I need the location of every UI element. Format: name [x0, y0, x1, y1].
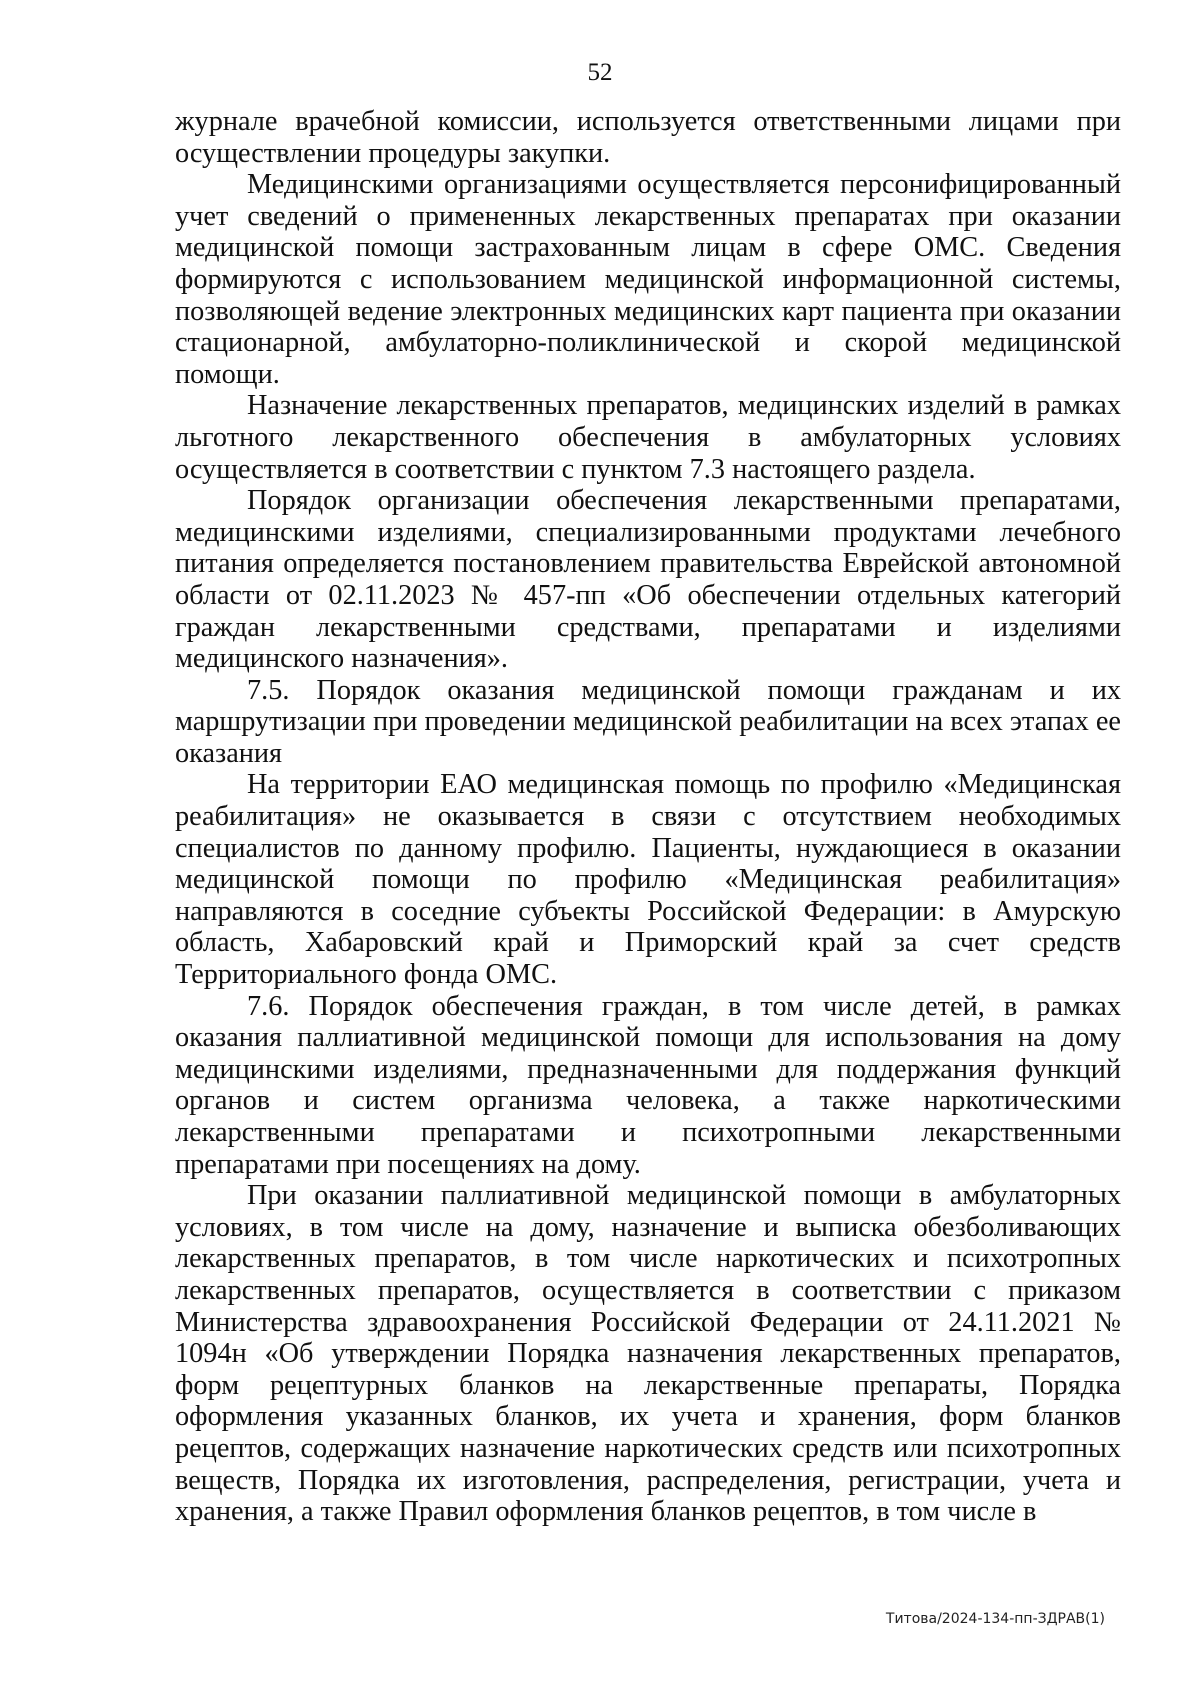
- document-footer-code: Титова/2024-134-пп-ЗДРАВ(1): [885, 1611, 1105, 1627]
- paragraph-personalized-accounting: Медицинскими организациями осуществляется персонифицированный учет сведений о примененных лекарственных препаратах при оказании медицинской помощи застрахованным лицам в сфере ОМС. Сведения формируются с использованием медицинской информационной системы, позволяющей ведение электронных медицинских карт пациента при оказании стационарной, амбулаторно-поликлинической и скорой медицинской помощи.: [175, 169, 1121, 390]
- paragraph-provision-order: Порядок организации обеспечения лекарственными препаратами, медицинскими изделиями, специализированными продуктами лечебного питания определяется постановлением правительства Еврейской автономной области от 02.11.2023 № 457-пп «Об обеспечении отдельных категорий граждан лекарственными средствами, препаратами и изделиями медицинского назначения».: [175, 485, 1121, 675]
- section-heading-7-6: 7.6. Порядок обеспечения граждан, в том числе детей, в рамках оказания паллиативной медицинской помощи для использования на дому медицинскими изделиями, предназначенными для поддержания функций органов и систем организма человека, а также наркотическими лекарственными препаратами и психотропными лекарственными препаратами при посещениях на дому.: [175, 990, 1121, 1180]
- paragraph-palliative-care: При оказании паллиативной медицинской помощи в амбулаторных условиях, в том числе на дому, назначение и выписка обезболивающих лекарственных препаратов, в том числе наркотических и психотропных лекарственных препаратов, осуществляется в соответствии с приказом Министерства здравоохранения Российской Федерации от 24.11.2021 № 1094н «Об утверждении Порядка назначения лекарственных препаратов, форм рецептурных бланков на лекарственные препараты, Порядка оформления указанных бланков, их учета и хранения, форм бланков рецептов, содержащих назначение наркотических средств или психотропных веществ, Порядка их изготовления, распределения, регистрации, учета и хранения, а также Правил оформления бланков рецептов, в том числе в: [175, 1180, 1121, 1528]
- page-number: 52: [587, 59, 613, 86]
- paragraph-prescription: Назначение лекарственных препаратов, медицинских изделий в рамках льготного лекарственного обеспечения в амбулаторных условиях осуществляется в соответствии с пунктом 7.3 настоящего раздела.: [175, 390, 1121, 485]
- section-heading-7-5: 7.5. Порядок оказания медицинской помощи гражданам и их маршрутизации при проведении медицинской реабилитации на всех этапах ее оказания: [175, 674, 1121, 769]
- document-body: [175, 106, 1121, 1528]
- paragraph-rehabilitation: На территории ЕАО медицинская помощь по профилю «Медицинская реабилитация» не оказывается в связи с отсутствием необходимых специалистов по данному профилю. Пациенты, нуждающиеся в оказании медицинской помощи по профилю «Медицинская реабилитация» направляются в соседние субъекты Российской Федерации: в Амурскую область, Хабаровский край и Приморский край за счет средств Территориального фонда ОМС.: [175, 769, 1121, 991]
- paragraph-continuation: журнале врачебной комиссии, используется ответственными лицами при осуществлении процедуры закупки.: [175, 106, 1121, 169]
